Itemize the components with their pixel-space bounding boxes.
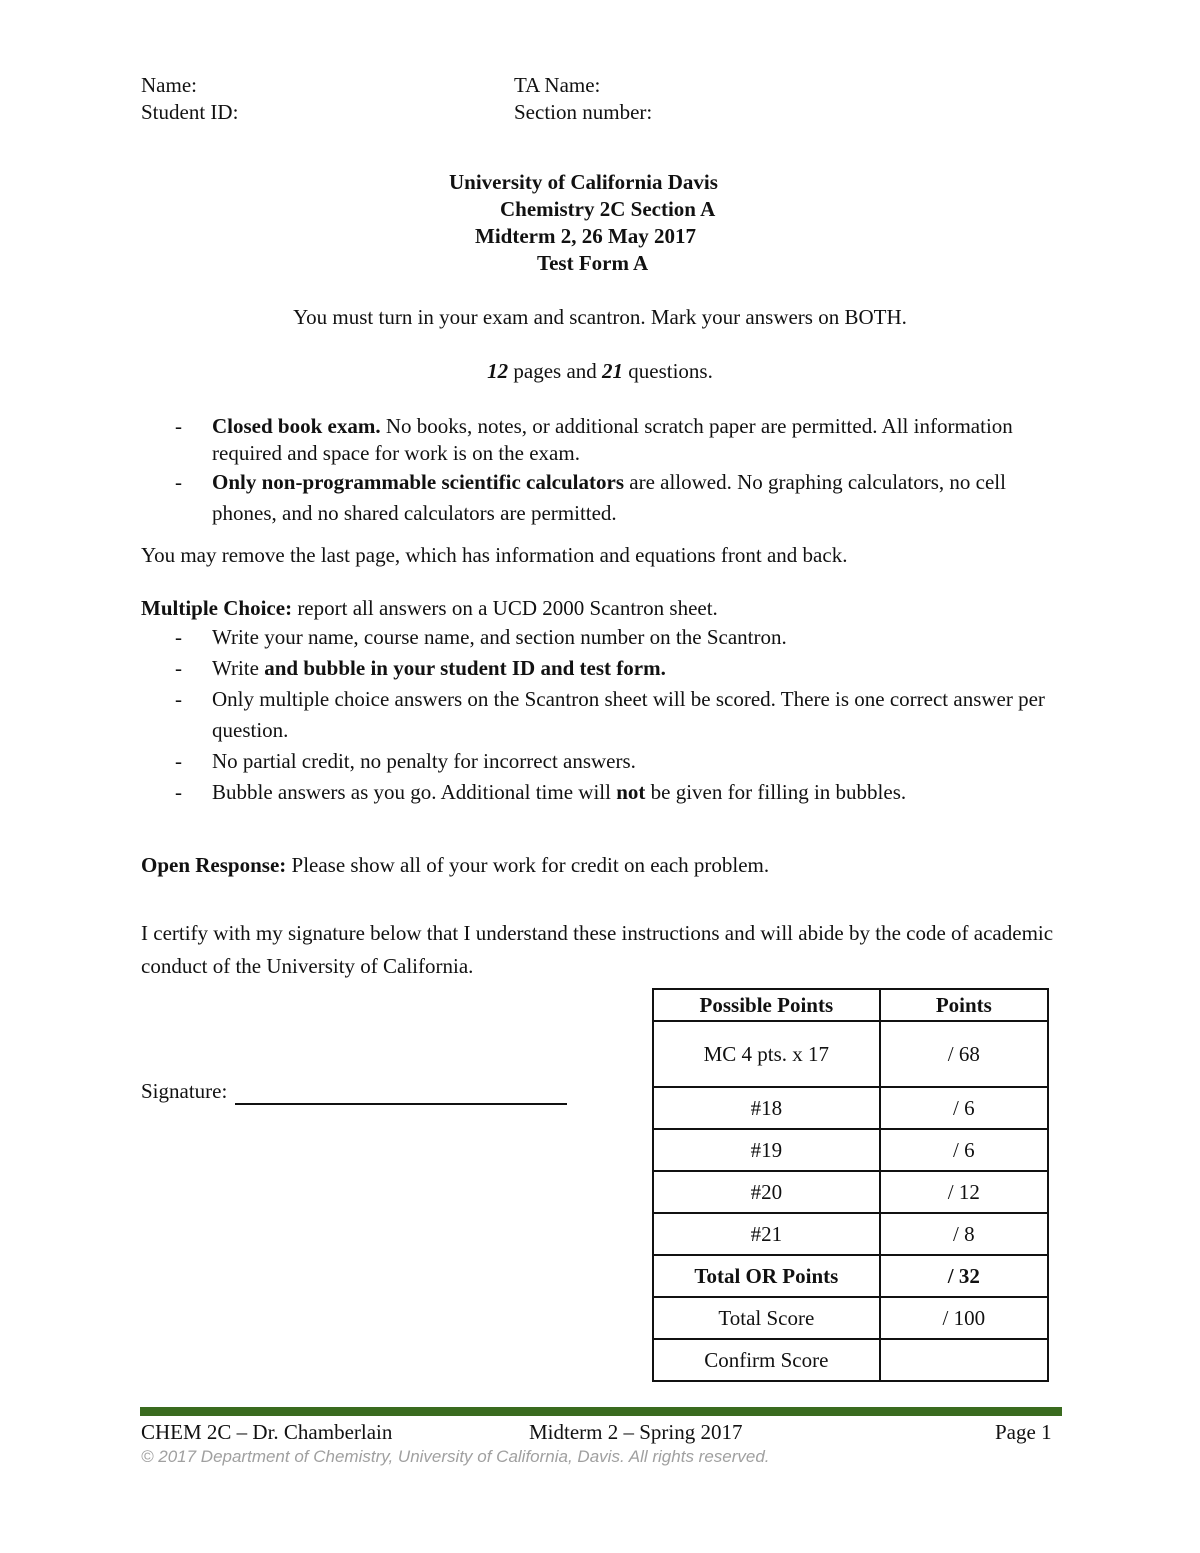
ta-name-label: TA Name: (514, 73, 601, 97)
table-cell: / 32 (880, 1255, 1048, 1297)
list-item-text: Write your name, course name, and section number on the Scantron. (212, 625, 787, 649)
table-cell: / 6 (880, 1129, 1048, 1171)
rule-dash: - (175, 470, 182, 494)
table-cell: / 100 (880, 1297, 1048, 1339)
student-id-label: Student ID: (141, 100, 239, 124)
table-cell: Confirm Score (653, 1339, 880, 1381)
table-cell: #21 (653, 1213, 880, 1255)
table-cell: Total Score (653, 1297, 880, 1339)
confirm-score-input[interactable] (880, 1339, 1048, 1381)
signature-field (141, 1078, 567, 1105)
list-dash: - (175, 687, 182, 711)
rule-text: No books, notes, or additional scratch paper are permitted. All information required and space for work is on the exam. (212, 414, 1013, 465)
score-table (652, 988, 1049, 1382)
list-item-text: No partial credit, no penalty for incorrect answers. (212, 749, 636, 773)
list-item-text: Bubble answers as you go. Additional time will (212, 780, 617, 804)
list-item-bold: not (616, 780, 646, 804)
table-header: Possible Points (653, 989, 880, 1021)
open-response-heading (141, 852, 769, 879)
ta-fields (514, 72, 652, 126)
questions-count: 21 (602, 359, 624, 383)
certification-statement: I certify with my signature below that I understand these instructions and will abide by the code of academic conduct of the University of California. (141, 921, 1054, 978)
list-dash: - (175, 749, 182, 773)
footer-page-number: Page 1 (995, 1420, 1052, 1444)
table-row (653, 1129, 1048, 1171)
table-cell: #18 (653, 1087, 880, 1129)
exam-title: Midterm 2, 26 May 2017 (475, 224, 697, 248)
table-row (653, 1087, 1048, 1129)
copyright-notice: © 2017 Department of Chemistry, University of California, Davis. All rights reserved. (141, 1447, 770, 1466)
list-item-text: be given for filling in bubbles. (645, 780, 907, 804)
signature-line[interactable] (235, 1081, 567, 1105)
test-form-title: Test Form A (537, 251, 649, 275)
footer-course: CHEM 2C – Dr. Chamberlain (141, 1420, 393, 1444)
student-fields (141, 72, 238, 126)
table-cell: / 6 (880, 1087, 1048, 1129)
list-item-text: Write (212, 656, 265, 680)
table-cell: / 12 (880, 1171, 1048, 1213)
table-cell: #20 (653, 1171, 880, 1213)
multiple-choice-heading (141, 595, 718, 622)
table-header-row (653, 989, 1048, 1021)
table-header: Points (880, 989, 1048, 1021)
name-label: Name: (141, 73, 197, 97)
list-dash: - (175, 656, 182, 680)
open-response-label: Open Response: (141, 853, 287, 877)
table-row (653, 1213, 1048, 1255)
rule-dash: - (175, 414, 182, 438)
table-cell: MC 4 pts. x 17 (653, 1021, 880, 1087)
list-item-bold: and bubble in your student ID and test form. (264, 656, 666, 680)
table-row (653, 1339, 1048, 1381)
list-item-text: Only multiple choice answers on the Scantron sheet will be scored. There is one correct answer per question. (212, 687, 1045, 742)
list-dash: - (175, 780, 182, 804)
course-title: Chemistry 2C Section A (500, 197, 716, 221)
pages-count: 12 (487, 359, 509, 383)
multiple-choice-text: report all answers on a UCD 2000 Scantron sheet. (292, 596, 718, 620)
signature-label: Signature: (141, 1079, 228, 1103)
table-cell: Total OR Points (653, 1255, 880, 1297)
footer-exam: Midterm 2 – Spring 2017 (529, 1420, 743, 1444)
remove-last-page-note: You may remove the last page, which has information and equations front and back. (141, 543, 848, 567)
table-row (653, 1255, 1048, 1297)
table-row (653, 1297, 1048, 1339)
list-dash: - (175, 625, 182, 649)
university-title: University of California Davis (449, 170, 718, 194)
questions-text: questions. (623, 359, 713, 383)
table-cell: / 68 (880, 1021, 1048, 1087)
rule-bold: Closed book exam. (212, 414, 381, 438)
open-response-text: Please show all of your work for credit on each problem. (286, 853, 770, 877)
table-row (653, 1021, 1048, 1087)
table-cell: #19 (653, 1129, 880, 1171)
table-row (653, 1171, 1048, 1213)
section-number-label: Section number: (514, 100, 653, 124)
multiple-choice-label: Multiple Choice: (141, 596, 293, 620)
footer-divider (140, 1407, 1062, 1416)
rule-bold: Only non-programmable scientific calculators (212, 470, 624, 494)
pages-info (0, 359, 1200, 384)
table-cell: / 8 (880, 1213, 1048, 1255)
pages-text: pages and (508, 359, 603, 383)
turn-in-instruction: You must turn in your exam and scantron. Mark your answers on BOTH. (293, 305, 907, 329)
rule-text: are allowed. No graphing calculators, no cell phones, and no shared calculators are permitted. (212, 470, 1006, 525)
